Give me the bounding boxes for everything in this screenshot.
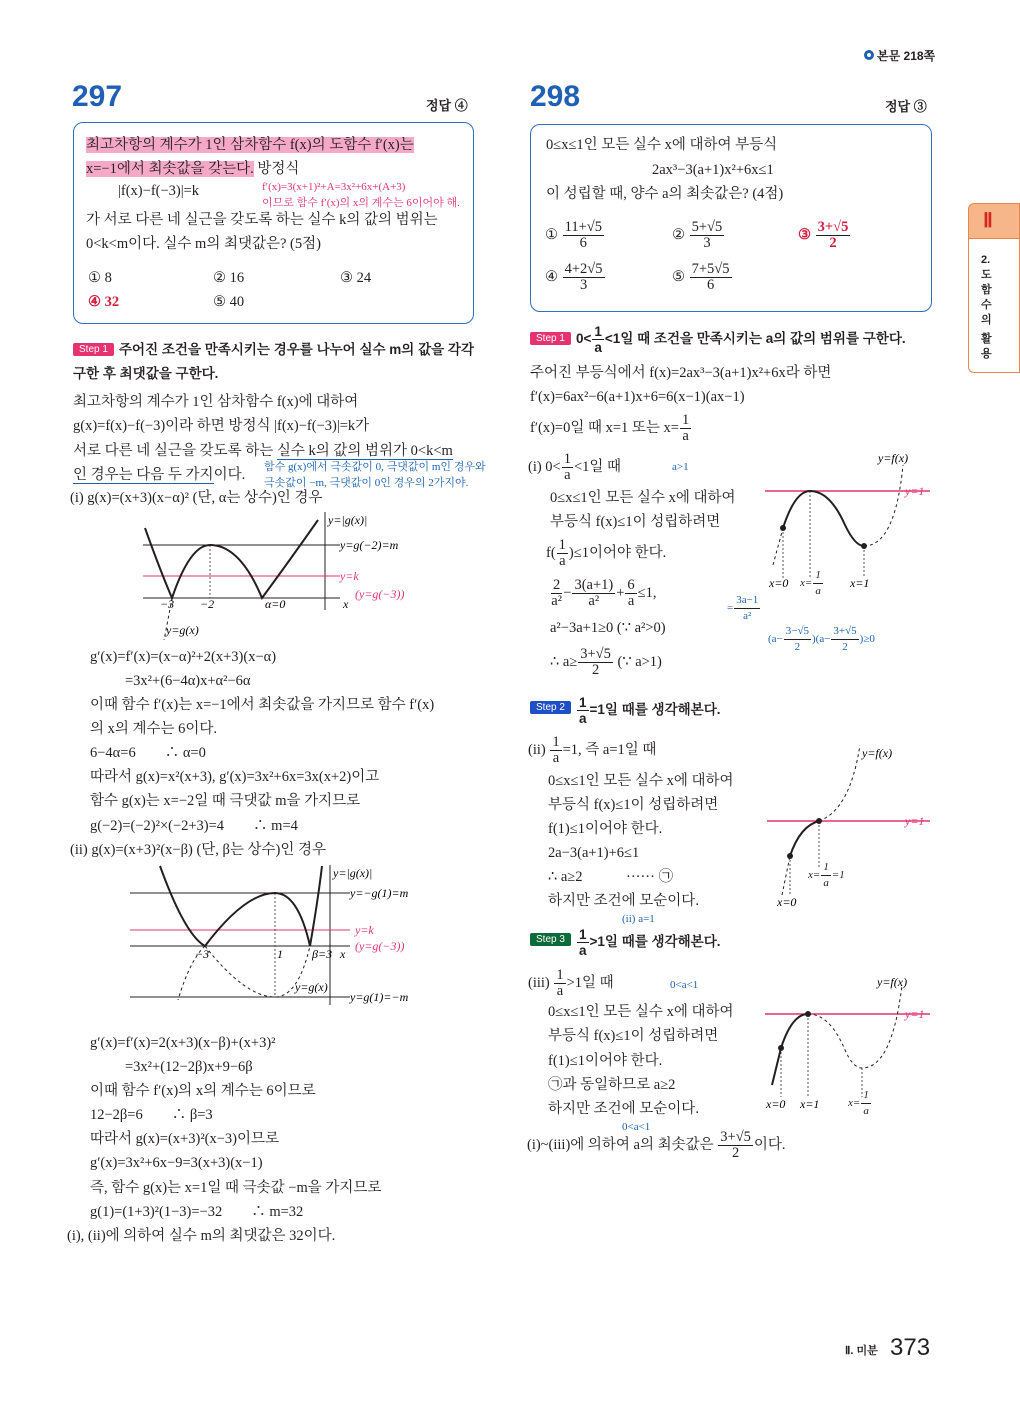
tab-char: 수 [981,299,992,311]
problem-number: 297 [72,80,123,113]
tick-label: β=3 [312,947,333,961]
solution-line: 부등식 f(x)≤1이 성립하려면 [548,797,719,813]
question-line: 0≤x≤1인 모든 실수 x에 대하여 부등식 [546,137,778,153]
label: y=f(x) [862,746,893,760]
question-line: 방정식 [257,161,300,177]
choice-4[interactable]: ④ $\frac{4+2√5}{3}$ [545,261,603,293]
solution-line: ∴ a≥ $\frac{3+√5}{2}$ (∵ a>1) [550,646,662,678]
step-title: $\frac{1}{a}$ =1일 때를 생각해본다. [579,695,721,726]
case-heading: (i) g(x)=(x+3)(x−α)² (단, α는 상수)인 경우 [70,490,323,506]
solution-line: g′(x)=3x²+6x−9=3(x+3)(x−1) [90,1155,263,1171]
fraction: $\frac{1}{a}$ [552,734,560,766]
axis-label: x [340,947,346,961]
solution-line: 따라서 g(x)=x²(x+3), g′(x)=3x²+6x=3x(x+2)이고 [90,769,380,785]
answer-label: 정답 ③ [885,99,927,114]
chapter-tab[interactable]: Ⅱ [968,203,1020,239]
underlined-text: 인 경우는 다음 두 가지 [73,467,214,483]
solution-line: a²−3a+1≥0 (∵ a²>0) [550,620,666,636]
fraction: $\frac{1}{a}$ [863,1089,869,1117]
hint-note: = $\frac{3a-1}{\text{a²}}$ [727,594,759,622]
equation: 2ax³−3(a+1)x²+6x≤1 [652,162,774,178]
label: x=0 [769,576,789,590]
fraction: $\frac{1}{a}$ [579,927,587,958]
label: x=1 [800,1097,820,1111]
equation: |f(x)−f(−3)|=k [118,183,200,199]
solution-line: f(1)≤1이어야 한다. [548,821,663,837]
step-title: 주어진 조건을 만족시키는 경우를 나누어 실수 m의 값을 각각 [119,342,474,357]
label: (y=g(−3)) [355,939,405,953]
case-heading: (iii) $\frac{1}{a}$ >1일 때 [528,967,614,999]
solution-line: 부등식 f(x)≤1이 성립하려면 [548,1028,719,1044]
tick-label: −3 [160,597,175,611]
solution-line: g′(x)=f′(x)=2(x+3)(x−β)+(x+3)² [90,1035,276,1051]
solution-line: 0≤x≤1인 모든 실수 x에 대하여 [550,490,736,506]
step-badge: Step 2 [530,701,571,714]
choice-3-checked[interactable]: ③ $\frac{3+√5}{2}$ [798,219,849,251]
fraction: $\frac{1}{a}$ [815,569,821,597]
question-line: 가 서로 다른 네 실근을 갖도록 하는 실수 k의 값의 범위는 [86,212,438,228]
choice-5[interactable]: ⑤ $\frac{7+5√5}{6}$ [672,261,730,293]
tab-char: 활 [981,333,992,345]
conclusion: (i)~(iii)에 의하여 a의 최솟값은 $\frac{3+√5}{2}$ 이다. [527,1129,786,1161]
solution-line: g(1)=(1+3)²(1−3)=−32 ∴ m=32 [90,1204,304,1220]
solution-line: 0≤x≤1인 모든 실수 x에 대하여 [548,1004,734,1020]
page-ref-text: 본문 218쪽 [877,49,936,63]
hint-note: (a− $\frac{3-√5}{2}$ )(a− $\frac{3+√5}{2}$ )≥0 [768,625,875,653]
label: x= $\frac{1}{a}$ [848,1089,869,1117]
hint-note: 0<a<1 [670,979,699,991]
label: y=1 [905,1007,925,1021]
tab-char: 도 [981,269,992,281]
hint-note: a>1 [672,461,689,473]
fraction: $\frac{1}{a}$ [563,451,571,483]
step-title: $\frac{1}{a}$ >1일 때를 생각해본다. [579,927,721,958]
label: y=k [355,923,374,937]
label: x= $\frac{1}{a}$ [800,569,821,597]
step-badge: Step 3 [530,933,571,946]
fraction: $\frac{2}{\text{a²}}$ [551,577,563,609]
label: x=0 [777,895,797,909]
choice-4-checked[interactable]: ④ 32 [88,294,120,310]
tab-char: 의 [981,314,992,326]
solution-line: f′(x)=6ax²−6(a+1)x+6=6(x−1)(ax−1) [530,389,745,405]
label: y=1 [905,484,925,498]
step-badge: Step 1 [530,332,571,345]
solution-line: 6−4α=6 ∴ α=0 [90,745,206,761]
fraction: $\frac{3+√5}{2}$ [817,219,849,251]
label: (y=g(−3)) [355,587,405,601]
solution-line: f( $\frac{1}{a}$ )≤1이어야 한다. [546,537,667,569]
solution-line: 의 x의 계수는 6이다. [90,721,218,737]
solution-line: f(1)≤1이어야 한다. [548,1053,663,1069]
choice-2[interactable]: ② $\frac{5+√5}{3}$ [672,219,723,251]
case-heading: (i) 0< $\frac{1}{a}$ <1일 때 [528,451,622,483]
solution-line: f′(x)=0일 때 x=1 또는 x= $\frac{1}{a}$ [530,412,690,444]
solution-line: =3x²+(6−4α)x+α²−6α [125,673,251,689]
solution-line: ∴ a≥2 ······ ㉠ [548,869,674,885]
step-title: 0< $\frac{1}{a}$ <1일 때 조건을 만족시키는 a의 값의 범위를 구한다. [576,324,906,355]
question-line: 이 성립할 때, 양수 a의 최솟값은? (4점) [546,186,784,202]
hint-note: 이므로 함수 f′(x)의 x의 계수는 6이어야 해. [262,197,460,209]
case-heading: (ii) $\frac{1}{a}$ =1, 즉 a=1일 때 [528,734,657,766]
section-tab[interactable] [968,239,1020,373]
tick-label: −2 [200,597,215,611]
label: y=f(x) [878,451,909,465]
footer-section: Ⅱ. 미분 [845,1345,878,1357]
fraction: $\frac{1}{a}$ [556,967,564,999]
solution-line: ㉠과 동일하므로 a≥2 [548,1077,676,1093]
question-line: 최고차항의 계수가 1인 삼차함수 f(x)의 도함수 f′(x)는 [86,137,414,153]
tab-char: 2. [981,254,991,266]
solution-line: 2a−3(a+1)+6≤1 [548,845,640,861]
f-curve [783,491,864,546]
solution-line: 부등식 f(x)≤1이 성립하려면 [550,514,721,530]
fraction: $\frac{1}{a}$ [558,537,566,569]
label: y=1 [905,814,925,828]
solution-line: 이때 함수 f′(x)의 x의 계수는 6이므로 [90,1083,316,1099]
solution-line: $\frac{2}{\text{a²}}$ − $\frac{3(a+1)}{\text{a²}}$ + $\frac{6}{a}$ ≤1, [551,577,657,609]
hint-note: f′(x)=3(x+1)²+A=3x²+6x+(A+3) [262,181,406,193]
tab-char: 함 [981,284,992,296]
solution-line: 12−2β=6 ∴ β=3 [90,1107,213,1123]
fraction: $\frac{1}{a}$ [594,324,602,355]
fraction: $\frac{6}{a}$ [627,577,635,609]
label: y=f(x) [877,975,908,989]
tick-label: α=0 [265,597,286,611]
tick-label: −3 [195,947,210,961]
fraction: $\frac{5+√5}{3}$ [691,219,723,251]
tab-char: 용 [981,348,992,360]
label: x=1 [850,576,870,590]
hint-note: 0<a<1 [622,1121,651,1133]
hint-note: (ii) a=1 [622,913,655,925]
solution-line: g(−2)=(−2)²×(−2+3)=4 ∴ m=4 [90,818,298,834]
label: y=−g(1)=m [350,886,409,900]
solution-line: 즉, 함수 g(x)는 x=1일 때 극솟값 −m을 가지므로 [90,1180,382,1196]
label: y=g(x) [295,980,328,994]
choice-2[interactable]: ② 16 [213,270,245,286]
hint-note: 극솟값이 −m, 극댓값이 0인 경우의 2가지야. [264,477,469,489]
solution-line: 주어진 부등식에서 f(x)=2ax³−3(a+1)x²+6x라 하면 [530,365,832,381]
fraction: $\frac{3+√5}{2}$ [580,646,611,678]
solution-line: g(x)=f(x)−f(−3)이라 하면 방정식 |f(x)−f(−3)|=k가 [73,418,370,434]
tick-label: 1 [277,947,283,961]
solution-line: 함수 g(x)는 x=−2일 때 극댓값 m을 가지므로 [90,793,361,809]
fraction: $\frac{3-√5}{2}$ [785,625,809,653]
step-title: 구한 후 최댓값을 구한다. [73,366,219,381]
question-line: x=−1에서 최솟값을 갖는다. [86,161,254,177]
underlined-text: 실수 k의 값의 범위가 0<k<m [276,443,453,459]
conclusion: (i), (ii)에 의하여 실수 m의 최댓값은 32이다. [67,1228,336,1244]
label: y=g(1)=−m [350,990,409,1004]
choice-1[interactable]: ① 8 [88,270,112,286]
page-number: 373 [890,1334,931,1361]
label: x= $\frac{1}{a}$ =1 [808,861,845,889]
axis-label: x [343,597,349,611]
hint-note: 함수 g(x)에서 극솟값이 0, 극댓값이 m인 경우와 [264,461,486,473]
solution-line: =3x²+(12−2β)x+9−6β [125,1059,253,1075]
solution-line: 하지만 조건에 모순이다. [548,893,699,909]
solution-line: g′(x)=f′(x)=(x−α)²+2(x+3)(x−α) [90,649,277,665]
fraction: $\frac{1}{a}$ [681,412,690,444]
choice-1[interactable]: ① $\frac{11+√5}{6}$ [545,219,602,251]
label: y=|g(x)| [328,513,368,527]
label: y=|g(x)| [333,866,373,880]
solution-line: 최고차항의 계수가 1인 삼차함수 f(x)에 대하여 [73,394,359,410]
fraction: $\frac{1}{a}$ [579,695,587,726]
fraction: $\frac{3a-1}{\text{a²}}$ [736,594,759,622]
label: y=g(x) [166,623,199,637]
solution-line: 따라서 g(x)=(x+3)²(x−3)이므로 [90,1131,280,1147]
fraction: $\frac{1}{a}$ [823,861,829,889]
problem-number: 298 [530,80,581,113]
question-line: 0<k<m이다. 실수 m의 최댓값은? (5점) [86,236,321,252]
fraction: $\frac{3+√5}{2}$ [833,625,857,653]
fraction: $\frac{3+√5}{2}$ [720,1129,751,1161]
label: y=k [340,569,359,583]
solution-line: 하지만 조건에 모순이다. [548,1101,699,1117]
step-badge: Step 1 [73,343,114,356]
label: y=g(−2)=m [340,538,399,552]
choice-3[interactable]: ③ 24 [340,270,372,286]
solution-line: 이때 함수 f′(x)는 x=−1에서 최솟값을 가지므로 함수 f′(x) [90,697,435,713]
fraction: $\frac{11+√5}{6}$ [564,219,602,251]
fraction: $\frac{7+5√5}{6}$ [691,261,730,293]
answer-label: 정답 ④ [426,98,468,113]
solution-line: 서로 다른 네 실근을 갖도록 하는 [73,443,274,459]
solution-line: 0≤x≤1인 모든 실수 x에 대하여 [548,773,734,789]
choice-5[interactable]: ⑤ 40 [213,294,245,310]
label: x=0 [766,1097,786,1111]
fraction: $\frac{4+2√5}{3}$ [564,261,603,293]
solution-line: 이다. [213,467,246,483]
fraction: $\frac{3(a+1)}{\text{a²}}$ [574,577,614,609]
case-heading: (ii) g(x)=(x+3)²(x−β) (단, β는 상수)인 경우 [70,842,327,858]
